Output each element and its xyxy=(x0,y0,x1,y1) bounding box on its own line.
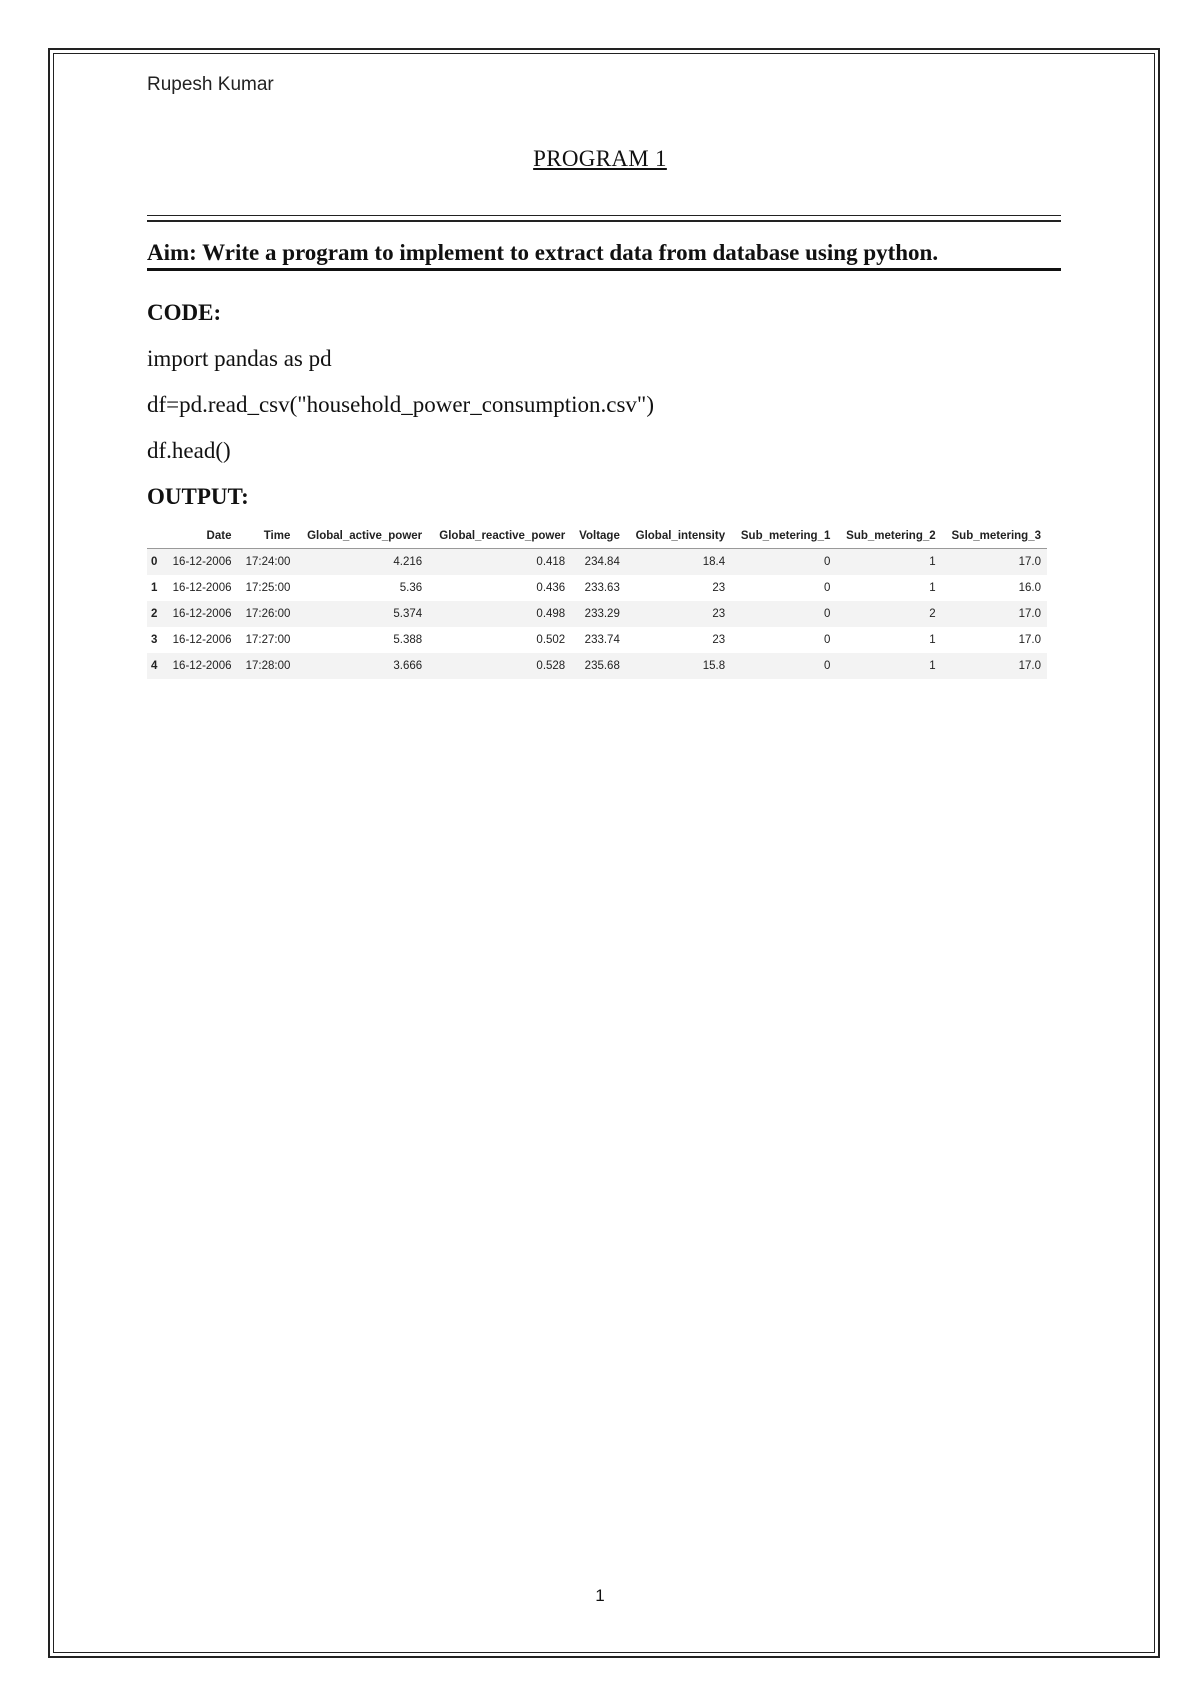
cell-sub-metering-3: 17.0 xyxy=(942,653,1047,679)
author-name: Rupesh Kumar xyxy=(147,74,274,95)
cell-global-active-power: 3.666 xyxy=(296,653,428,679)
cell-global-reactive-power: 0.528 xyxy=(428,653,571,679)
cell-time: 17:25:00 xyxy=(245,582,291,594)
row-index: 2 xyxy=(147,601,164,627)
cell-date: 16-12-2006 xyxy=(172,634,232,646)
column-header-sub-metering-3: Sub_metering_3 xyxy=(942,530,1047,549)
page-number: 1 xyxy=(595,1586,605,1605)
table-row xyxy=(147,653,1047,679)
cell-sub-metering-1: 0 xyxy=(823,582,831,594)
cell-global-reactive-power: 0.502 xyxy=(536,634,566,646)
cell-time: 17:26:00 xyxy=(237,601,296,627)
cell-date: 16-12-2006 xyxy=(172,582,232,594)
cell-global-reactive-power: 0.418 xyxy=(428,549,571,576)
column-header-date: Date xyxy=(164,530,237,549)
cell-sub-metering-3: 17.0 xyxy=(1018,634,1041,646)
cell-sub-metering-1: 0 xyxy=(731,601,836,627)
code-line-head: df.head() xyxy=(147,438,231,463)
table-row xyxy=(147,549,1047,576)
cell-sub-metering-2: 1 xyxy=(929,634,936,646)
cell-voltage: 235.68 xyxy=(571,653,626,679)
column-header-voltage: Voltage xyxy=(571,530,626,549)
cell-sub-metering-1: 0 xyxy=(823,634,831,646)
cell-sub-metering-3: 16.0 xyxy=(1018,582,1041,594)
cell-voltage: 234.84 xyxy=(571,549,626,576)
cell-date: 16-12-2006 xyxy=(164,549,237,576)
cell-global-intensity: 18.4 xyxy=(626,549,731,576)
column-header-global-intensity: Global_intensity xyxy=(626,530,731,549)
cell-sub-metering-2: 2 xyxy=(836,601,941,627)
cell-voltage: 233.29 xyxy=(571,601,626,627)
dataframe-output xyxy=(147,530,1047,679)
cell-global-intensity: 23 xyxy=(626,601,731,627)
cell-global-reactive-power: 0.436 xyxy=(536,582,566,594)
row-index: 1 xyxy=(151,582,158,594)
column-header-sub-metering-2: Sub_metering_2 xyxy=(836,530,941,549)
cell-global-active-power: 5.388 xyxy=(393,634,423,646)
row-index: 3 xyxy=(151,634,158,646)
table-row xyxy=(147,627,1047,653)
cell-sub-metering-1: 0 xyxy=(731,653,836,679)
title-divider xyxy=(147,215,1061,222)
cell-voltage: 233.74 xyxy=(584,634,620,646)
page-title: PROGRAM 1 xyxy=(533,146,667,171)
cell-time: 17:27:00 xyxy=(245,634,291,646)
code-line-read-csv: df=pd.read_csv("household_power_consumption.csv") xyxy=(147,392,654,417)
page-border-inner xyxy=(53,53,1155,1653)
cell-sub-metering-2: 1 xyxy=(836,653,941,679)
table-header-row xyxy=(147,530,1047,549)
cell-sub-metering-1: 0 xyxy=(731,549,836,576)
aim-statement: Aim: Write a program to implement to extract data from database using python. xyxy=(147,240,1061,271)
column-header-global-reactive-power: Global_reactive_power xyxy=(428,530,571,549)
column-header-time: Time xyxy=(237,530,296,549)
cell-time: 17:28:00 xyxy=(237,653,296,679)
cell-global-intensity: 23 xyxy=(712,582,726,594)
row-index: 4 xyxy=(147,653,164,679)
cell-global-intensity: 23 xyxy=(712,634,726,646)
table-row xyxy=(147,575,1047,601)
output-label: OUTPUT: xyxy=(147,484,249,509)
cell-date: 16-12-2006 xyxy=(164,653,237,679)
cell-global-active-power: 5.36 xyxy=(399,582,423,594)
cell-voltage: 233.63 xyxy=(584,582,620,594)
column-header-sub-metering-1: Sub_metering_1 xyxy=(731,530,836,549)
code-label: CODE: xyxy=(147,300,222,325)
cell-sub-metering-3: 17.0 xyxy=(942,601,1047,627)
row-index: 0 xyxy=(147,549,164,576)
cell-date: 16-12-2006 xyxy=(164,601,237,627)
cell-sub-metering-3: 17.0 xyxy=(942,549,1047,576)
dataframe-table xyxy=(147,530,1047,679)
cell-sub-metering-2: 1 xyxy=(929,582,936,594)
cell-global-intensity: 15.8 xyxy=(626,653,731,679)
cell-global-reactive-power: 0.498 xyxy=(428,601,571,627)
cell-global-active-power: 4.216 xyxy=(296,549,428,576)
column-header-index xyxy=(147,530,164,549)
cell-time: 17:24:00 xyxy=(237,549,296,576)
cell-global-active-power: 5.374 xyxy=(296,601,428,627)
table-row xyxy=(147,601,1047,627)
column-header-global-active-power: Global_active_power xyxy=(296,530,428,549)
cell-sub-metering-2: 1 xyxy=(836,549,941,576)
code-line-import: import pandas as pd xyxy=(147,346,332,371)
